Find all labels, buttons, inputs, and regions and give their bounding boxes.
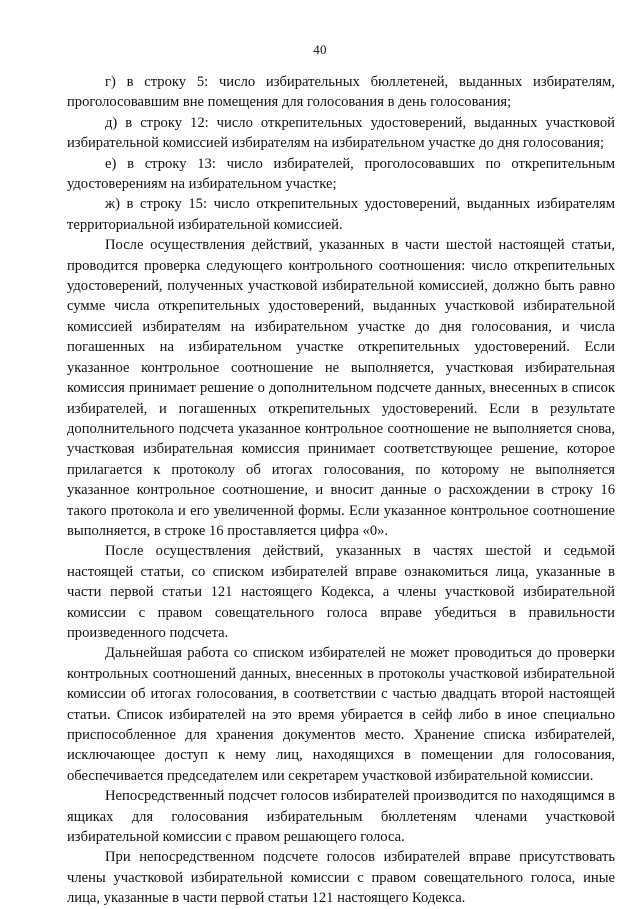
paragraph-count-observers: При непосредственном подсчете голосов избирателей вправе присутствовать члены участковой избирательной комиссии с правом совещательного голоса, иные лица, указанные в части первой статьи 121 настоящего Кодекса. [67, 849, 615, 907]
paragraph-voter-list-storage: Дальнейшая работа со списком избирателей не может проводиться до проверки контрольных соотношений данных, внесенных в протоколы участковой избирательной комиссии об итогах голосования, в соответствии с частью двадцать второй настоящей статьи. Список избирателей на это время убирается в сейф либо в иное специально приспособленное для хранения документов место. Хранение списка избирателей, исключающее доступ к нему лиц, находящихся в помещении для голосования, обеспечивается председателем или секретарем участковой избирательной комиссии. [67, 645, 615, 784]
paragraph-item-e: е) в строку 13: число избирателей, проголосовавших по открепительным удостоверениям на избирательном участке; [67, 155, 615, 193]
page-number: 40 [313, 42, 327, 57]
paragraph-item-d: д) в строку 12: число открепительных удостоверений, выданных участковой избирательной комиссией избирателям на избирательном участке до дня голосования; [67, 114, 615, 152]
paragraph-control-ratio: После осуществления действий, указанных в части шестой настоящей статьи, проводится проверка следующего контрольного соотношения: число открепительных удостоверений, полученных участковой избирательной комиссией, должно быть равно сумме числа открепительных удостоверений, выданных участковой избирательной комиссией избирателям на избирательном участке до дня голосования, и числа погашенных на избирательном участке открепительных удостоверений. Если указанное контрольное соотношение не выполняется, участковая избирательная комиссия принимает решение о дополнительном подсчете данных, внесенных в список избирателей, и погашенных открепительных удостоверений. Если в результате дополнительного подсчета указанное контрольное соотношение не выполняется снова, участковая избирательная комиссия принимает соответствующее решение, которое прилагается к протоколу об итогах голосования, по которому не выполняется указанное контрольное соотношение, и вносит данные о расхождении в строку 16 такого протокола и его увеличенной формы. Если указанное контрольное соотношение выполняется, в строке 16 проставляется цифра «0». [67, 237, 615, 539]
paragraph-voter-list-review: После осуществления действий, указанных в частях шестой и седьмой настоящей статьи, со списком избирателей вправе ознакомиться лица, указанные в части первой статьи 121 настоящего Кодекса, а члены участковой избирательной комиссии с правом совещательного голоса вправе убедиться в правильности произведенного подсчета. [67, 543, 615, 641]
document-body [67, 72, 615, 909]
paragraph-direct-count: Непосредственный подсчет голосов избирателей производится по находящимся в ящиках для голосования избирательным бюллетеням членами участковой избирательной комиссии с правом решающего голоса. [67, 788, 615, 846]
paragraph-item-zh: ж) в строку 15: число открепительных удостоверений, выданных избирателям территориальной избирательной комиссией. [67, 196, 615, 233]
paragraph-item-g: г) в строку 5: число избирательных бюллетеней, выданных избирателям, проголосовавшим вне помещения для голосования в день голосования; [67, 74, 615, 111]
